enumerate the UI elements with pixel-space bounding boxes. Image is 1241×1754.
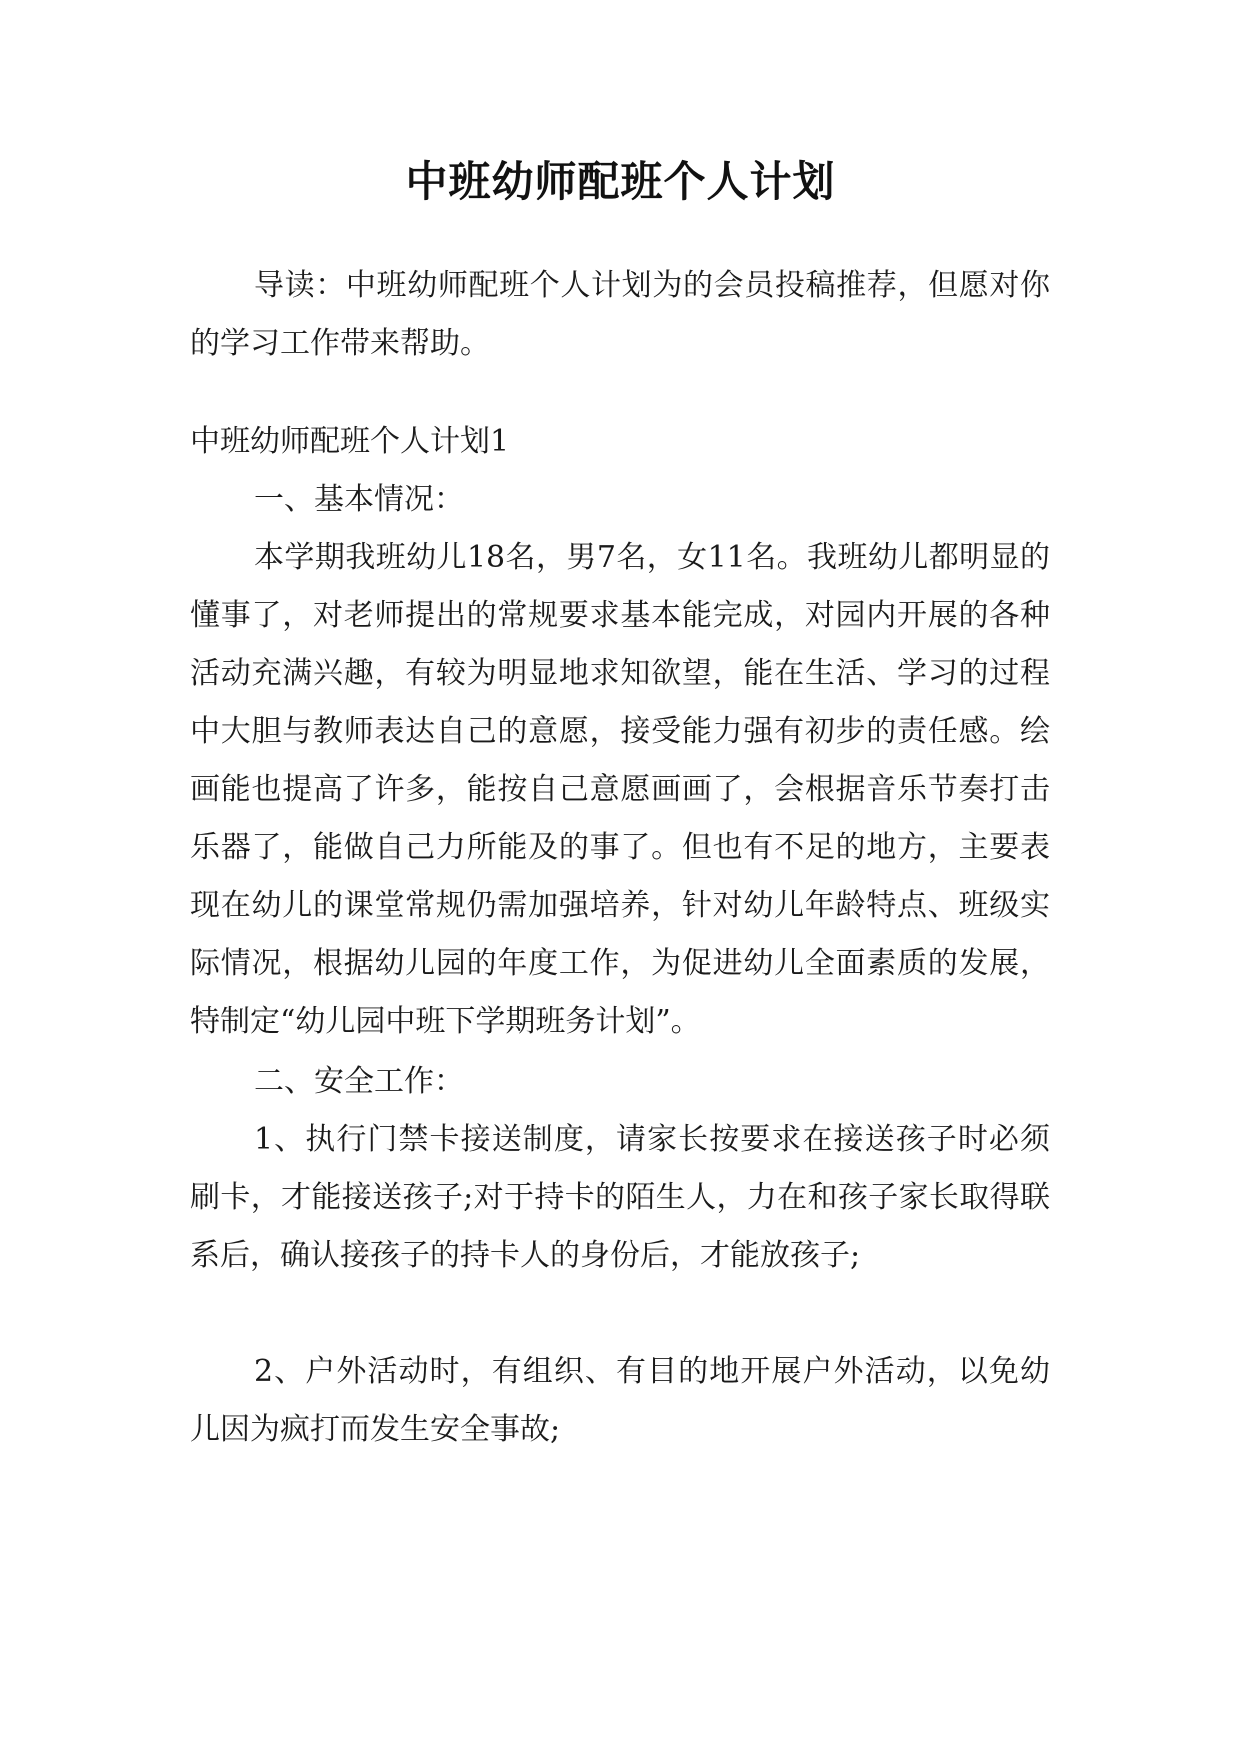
heading-basic-situation: 一、基本情况： [254,482,464,517]
document-title: 中班幼师配班个人计划 [405,157,836,206]
section-title: 中班幼师配班个人计划1 [190,424,510,459]
paragraph-basic-situation: 本学期我班幼儿18名，男7名，女11名。我班幼儿都明显的懂事了，对老师提出的常规要求基本能完成，对园内开展的各种活动充满兴趣，有较为明显地求知欲望，能在生活、学习的过程中大胆与教师表达自己的意愿，接受能力强有初步的责任感。绘画能也提高了许多，能按自己意愿画画了，会根据音乐节奏打击乐器了，能做自己力所能及的事了。但也有不足的地方，主要表现在幼儿的课堂常规仍需加强培养，针对幼儿年龄特点、班级实际情况，根据幼儿园的年度工作，为促进幼儿全面素质的发展，特制定“幼儿园中班下学期班务计划”。 [190,540,1050,1039]
safety-item-2: 2、户外活动时，有组织、有目的地开展户外活动，以免幼儿因为疯打而发生安全事故; [190,1354,1050,1447]
intro-paragraph: 导读：中班幼师配班个人计划为的会员投稿推荐，但愿对你的学习工作带来帮助。 [190,268,1050,361]
safety-item-1: 1、执行门禁卡接送制度，请家长按要求在接送孩子时必须刷卡，才能接送孩子;对于持卡的陌生人，力在和孩子家长取得联系后，确认接孩子的持卡人的身份后，才能放孩子; [190,1122,1050,1273]
heading-safety-work: 二、安全工作： [254,1064,464,1099]
